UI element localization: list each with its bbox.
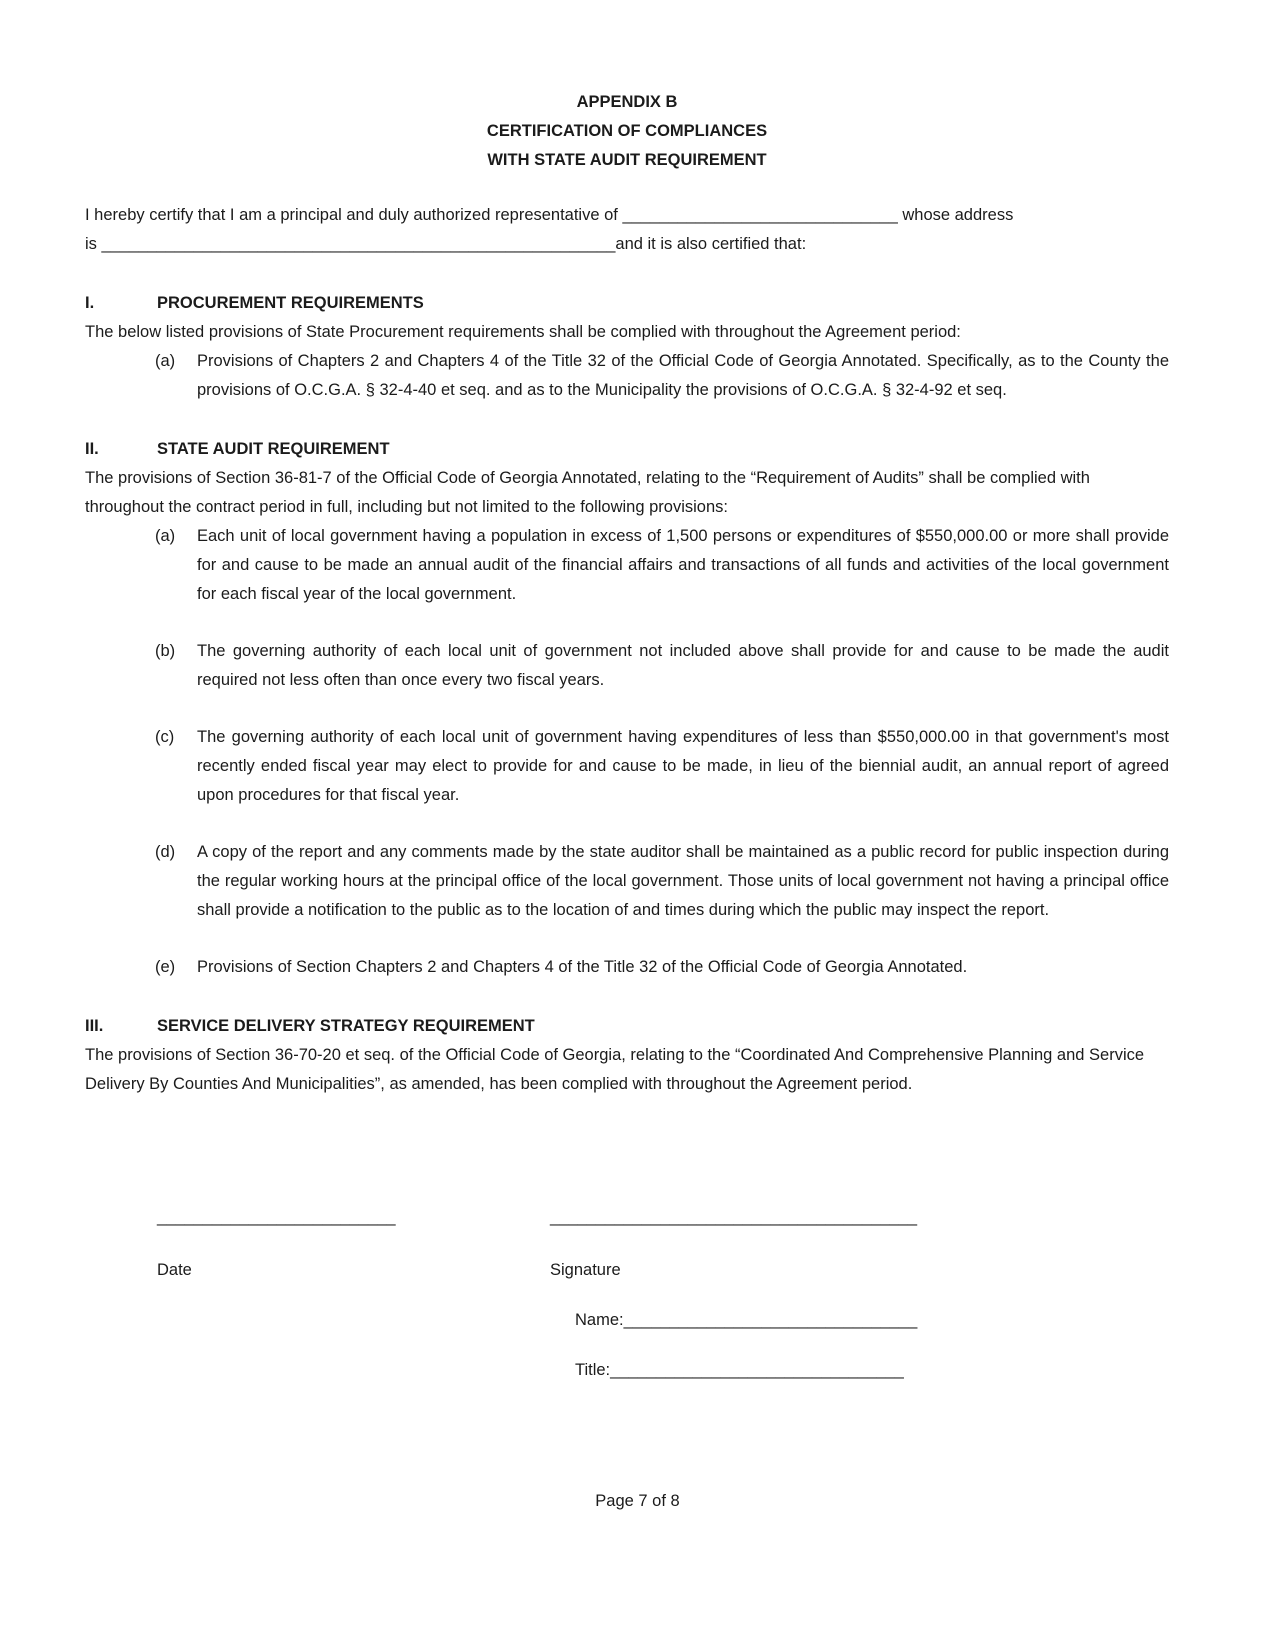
address-blank: ________________________________________________________ — [101, 235, 616, 253]
item-text: The governing authority of each local unit of government not included above shall provide for and cause to be made the audit required not less often than once every two fiscal years. — [197, 642, 1169, 689]
date-line: __________________________ — [157, 1208, 396, 1226]
section-heading — [85, 435, 1169, 464]
intro-paragraph — [85, 201, 1169, 259]
section-number: III. — [85, 1017, 104, 1035]
document-title — [85, 88, 1169, 175]
title-line-appendix: APPENDIX B — [576, 93, 678, 111]
signature-label: Signature — [550, 1261, 621, 1279]
section-service-delivery-strategy — [85, 1012, 1169, 1099]
representative-blank: ______________________________ — [622, 206, 898, 224]
item-label: (a) — [155, 352, 176, 370]
item-text: Provisions of Chapters 2 and Chapters 4 of the Title 32 of the Official Code of Georgia Annotated. Specifically, as to the County the provisions of O.C.G.A. § 32-4-40 et seq. and as to the Municipality the provisions of O.C.G.A. § 32-4-92 et seq. — [197, 352, 1169, 399]
list-item — [155, 522, 1169, 609]
item-text: Provisions of Section Chapters 2 and Chapters 4 of the Title 32 of the Official Code of Georgia Annotated. — [197, 958, 968, 976]
section-intro: The provisions of Section 36-81-7 of the Official Code of Georgia Annotated, relating to the “Requirement of Audits” shall be complied with throughout the contract period in full, including but not limited to the following provisions: — [85, 469, 1090, 516]
intro-text-2: whose address — [897, 206, 1014, 224]
intro-text-3: is — [85, 235, 102, 253]
list-item — [155, 637, 1169, 695]
title-row — [157, 1356, 1169, 1385]
signature-labels-row — [157, 1256, 1169, 1285]
section-heading-text: PROCUREMENT REQUIREMENTS — [157, 294, 424, 312]
section-heading-text: STATE AUDIT REQUIREMENT — [157, 440, 390, 458]
name-row — [157, 1306, 1169, 1335]
section-intro: The provisions of Section 36-70-20 et seq. of the Official Code of Georgia, relating to the “Coordinated And Comprehensive Planning and Service Delivery By Counties And Municipalities”, as amended, has been complied with throughout the Agreement period. — [85, 1046, 1145, 1093]
item-text: Each unit of local government having a population in excess of 1,500 persons or expenditures of $550,000.00 or more shall provide for and cause to be made an annual audit of the financial affairs and transactions of all funds and activities of the local government for each fiscal year of the local government. — [197, 527, 1169, 603]
item-label: (c) — [155, 728, 175, 746]
signature-lines-row — [157, 1203, 1169, 1232]
section-procurement-requirements — [85, 289, 1169, 405]
title-blank: ________________________________ — [610, 1361, 904, 1379]
item-label: (e) — [155, 958, 176, 976]
signature-line: ________________________________________ — [550, 1208, 918, 1226]
title-line-certification: CERTIFICATION OF COMPLIANCES — [486, 122, 768, 140]
title-line-requirement: WITH STATE AUDIT REQUIREMENT — [487, 151, 767, 169]
intro-text-1: I hereby certify that I am a principal and duly authorized representative of — [85, 206, 623, 224]
title-label: Title: — [575, 1361, 611, 1379]
item-label: (a) — [155, 527, 176, 545]
section-items — [85, 347, 1169, 405]
item-label: (b) — [155, 642, 176, 660]
section-intro: The below listed provisions of State Procurement requirements shall be complied with throughout the Agreement period: — [85, 323, 961, 341]
list-item — [155, 838, 1169, 925]
signature-block — [157, 1203, 1169, 1385]
page-number: Page 7 of 8 — [595, 1492, 680, 1510]
section-state-audit-requirement — [85, 435, 1169, 982]
list-item — [155, 953, 1169, 982]
item-text: A copy of the report and any comments made by the state auditor shall be maintained as a public record for public inspection during the regular working hours at the principal office of the local government. Those units of local government not having a principal office shall provide a notification to the public as to the location of and times during which the public may inspect the report. — [197, 843, 1169, 919]
intro-text-4: and it is also certified that: — [615, 235, 807, 253]
section-number: II. — [85, 440, 99, 458]
name-label: Name: — [575, 1311, 624, 1329]
section-heading — [85, 289, 1169, 318]
item-label: (d) — [155, 843, 176, 861]
name-blank: ________________________________ — [623, 1311, 918, 1329]
section-number: I. — [85, 294, 95, 312]
list-item — [155, 347, 1169, 405]
list-item — [155, 723, 1169, 810]
item-text: The governing authority of each local unit of government having expenditures of less than $550,000.00 in that government's most recently ended fiscal year may elect to provide for and cause to be made, in lieu of the biennial audit, an annual report of agreed upon procedures for that fiscal year. — [197, 728, 1169, 804]
section-heading — [85, 1012, 1169, 1041]
section-items — [85, 522, 1169, 982]
date-label: Date — [157, 1261, 192, 1279]
section-heading-text: SERVICE DELIVERY STRATEGY REQUIREMENT — [157, 1017, 535, 1035]
